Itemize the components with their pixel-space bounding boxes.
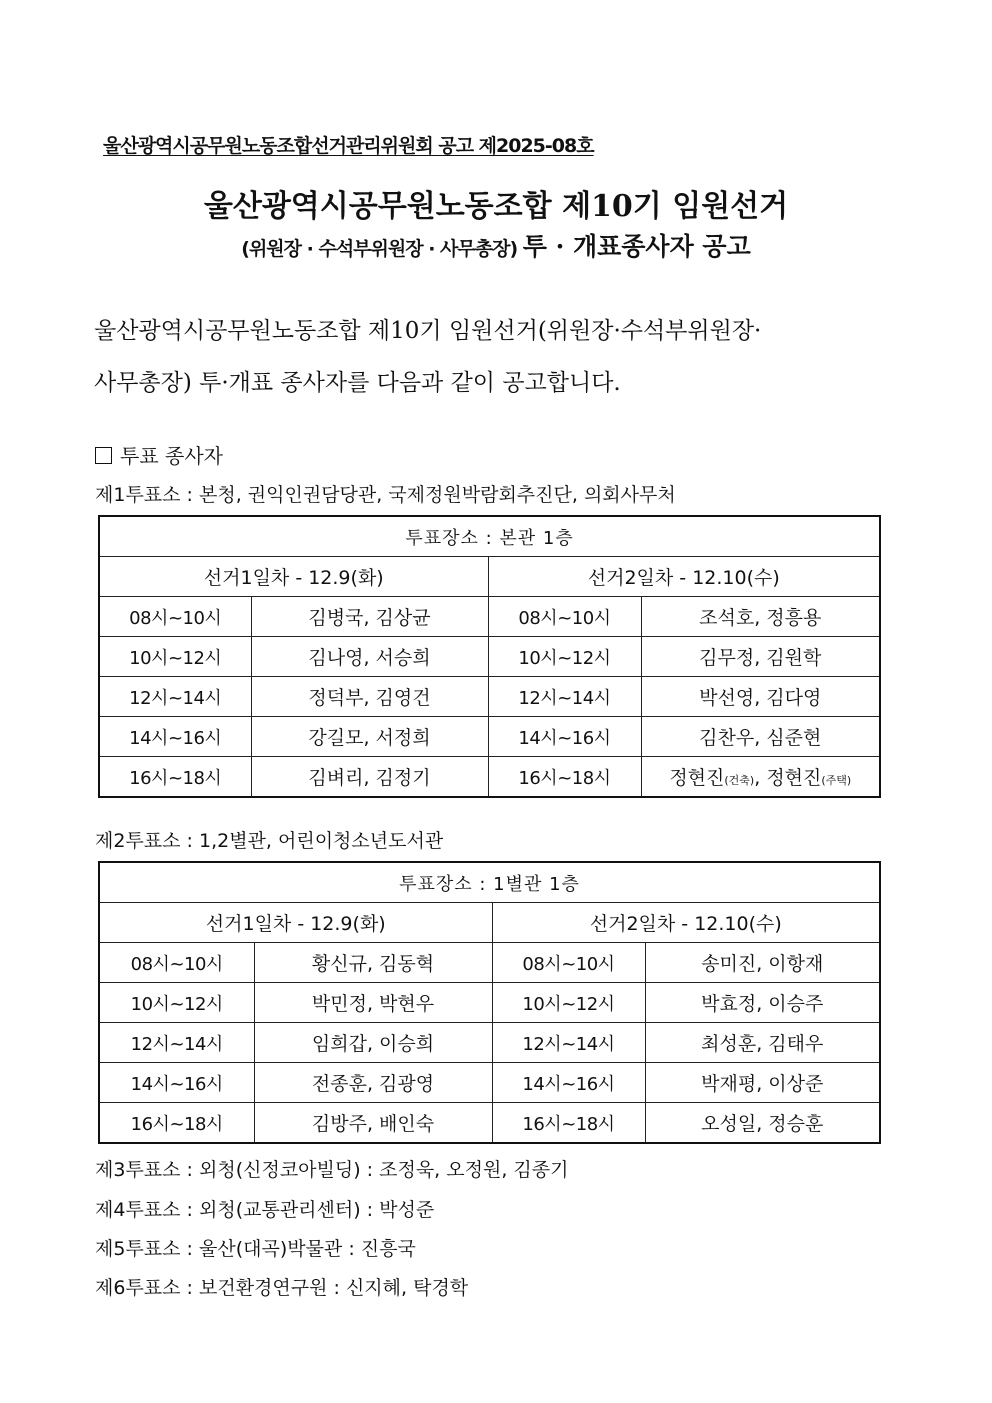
station6-line: 제6투표소 : 보건환경연구원 : 신지혜, 탁경학 xyxy=(95,1277,469,1299)
names-cell: 김나영, 서승희 xyxy=(251,637,488,677)
time-cell: 12시~14시 xyxy=(99,677,251,717)
intro-line-1: 울산광역시공무원노동조합 제10기 임원선거(위원장·수석부위원장· xyxy=(94,318,762,344)
section-heading-label: 투표 종사자 xyxy=(120,444,223,468)
table-row xyxy=(99,677,880,717)
station2-place: 투표장소 : 1별관 1층 xyxy=(99,862,880,903)
names-cell: 박재평, 이상준 xyxy=(645,1063,880,1103)
time-cell: 08시~10시 xyxy=(99,597,251,637)
table-row xyxy=(99,1103,880,1144)
name-separator: , xyxy=(754,767,767,789)
time-cell: 14시~16시 xyxy=(99,1063,254,1103)
names-cell: 정덕부, 김영건 xyxy=(251,677,488,717)
names-cell: 송미진, 이항재 xyxy=(645,943,880,983)
station2-day2: 선거2일차 - 12.10(수) xyxy=(492,903,880,943)
intro-paragraph xyxy=(94,305,914,409)
names-cell: 박민정, 박현우 xyxy=(254,983,492,1023)
subtitle-main: 투 · 개표종사자 공고 xyxy=(522,232,751,261)
station2-label: 제2투표소 : 1,2별관, 어린이청소년도서관 xyxy=(95,830,444,852)
table-header-row xyxy=(99,862,880,903)
table-row xyxy=(99,717,880,757)
table-row xyxy=(99,757,880,798)
station1-label: 제1투표소 : 본청, 권익인권담당관, 국제정원박람회추진단, 의회사무처 xyxy=(95,484,676,506)
time-cell: 08시~10시 xyxy=(99,943,254,983)
names-cell: 최성훈, 김태우 xyxy=(645,1023,880,1063)
name-note: (주택) xyxy=(821,774,852,787)
names-cell: 박선영, 김다영 xyxy=(641,677,880,717)
names-cell: 박효정, 이승주 xyxy=(645,983,880,1023)
table-row xyxy=(99,1023,880,1063)
table-day-row xyxy=(99,557,880,597)
time-cell: 10시~12시 xyxy=(488,637,641,677)
names-cell: 오성일, 정승훈 xyxy=(645,1103,880,1144)
time-cell: 14시~16시 xyxy=(488,717,641,757)
names-cell: 임희갑, 이승희 xyxy=(254,1023,492,1063)
table-row xyxy=(99,637,880,677)
time-cell: 08시~10시 xyxy=(488,597,641,637)
names-cell: 강길모, 서정희 xyxy=(251,717,488,757)
subtitle-positions: (위원장 · 수석부위원장 · 사무총장) xyxy=(241,238,518,260)
station1-place: 투표장소 : 본관 1층 xyxy=(99,516,880,557)
names-cell: 조석호, 정흥용 xyxy=(641,597,880,637)
table-row xyxy=(99,943,880,983)
names-cell: 황신규, 김동혁 xyxy=(254,943,492,983)
table-header-row xyxy=(99,516,880,557)
checkbox-square-icon xyxy=(95,447,112,464)
station4-line: 제4투표소 : 외청(교통관리센터) : 박성준 xyxy=(95,1199,435,1221)
time-cell: 16시~18시 xyxy=(488,757,641,798)
time-cell: 10시~12시 xyxy=(99,637,251,677)
name-note: (건축) xyxy=(724,774,755,787)
station2-day1: 선거1일차 - 12.9(화) xyxy=(99,903,492,943)
intro-line-2: 사무총장) 투·개표 종사자를 다음과 같이 공고합니다. xyxy=(94,370,621,396)
table-day-row xyxy=(99,903,880,943)
table-row xyxy=(99,597,880,637)
names-cell: 전종훈, 김광영 xyxy=(254,1063,492,1103)
time-cell: 16시~18시 xyxy=(492,1103,645,1144)
name: 정현진 xyxy=(766,767,822,789)
document-title: 울산광역시공무원노동조합 제10기 임원선거 xyxy=(203,189,789,224)
document-subtitle xyxy=(0,227,992,263)
names-cell: 김병국, 김상균 xyxy=(251,597,488,637)
names-cell: 김방주, 배인숙 xyxy=(254,1103,492,1144)
station2-table xyxy=(98,861,881,1144)
time-cell: 12시~14시 xyxy=(99,1023,254,1063)
names-cell: 김벼리, 김정기 xyxy=(251,757,488,798)
names-cell: 김무정, 김원학 xyxy=(641,637,880,677)
notice-number: 울산광역시공무원노동조합선거관리위원회 공고 제2025-08호 xyxy=(103,135,594,157)
station1-day1: 선거1일차 - 12.9(화) xyxy=(99,557,488,597)
time-cell: 14시~16시 xyxy=(492,1063,645,1103)
time-cell: 16시~18시 xyxy=(99,1103,254,1144)
names-cell xyxy=(641,757,880,798)
station1-table xyxy=(98,515,881,798)
station5-line: 제5투표소 : 울산(대곡)박물관 : 진흥국 xyxy=(95,1238,416,1260)
table-row xyxy=(99,1063,880,1103)
name: 정현진 xyxy=(669,767,725,789)
time-cell: 12시~14시 xyxy=(488,677,641,717)
time-cell: 10시~12시 xyxy=(492,983,645,1023)
time-cell: 10시~12시 xyxy=(99,983,254,1023)
section-heading xyxy=(95,440,223,469)
table-row xyxy=(99,983,880,1023)
time-cell: 16시~18시 xyxy=(99,757,251,798)
time-cell: 14시~16시 xyxy=(99,717,251,757)
station3-line: 제3투표소 : 외청(신정코아빌딩) : 조정욱, 오정원, 김종기 xyxy=(95,1159,569,1181)
time-cell: 08시~10시 xyxy=(492,943,645,983)
station1-day2: 선거2일차 - 12.10(수) xyxy=(488,557,880,597)
time-cell: 12시~14시 xyxy=(492,1023,645,1063)
names-cell: 김찬우, 심준현 xyxy=(641,717,880,757)
